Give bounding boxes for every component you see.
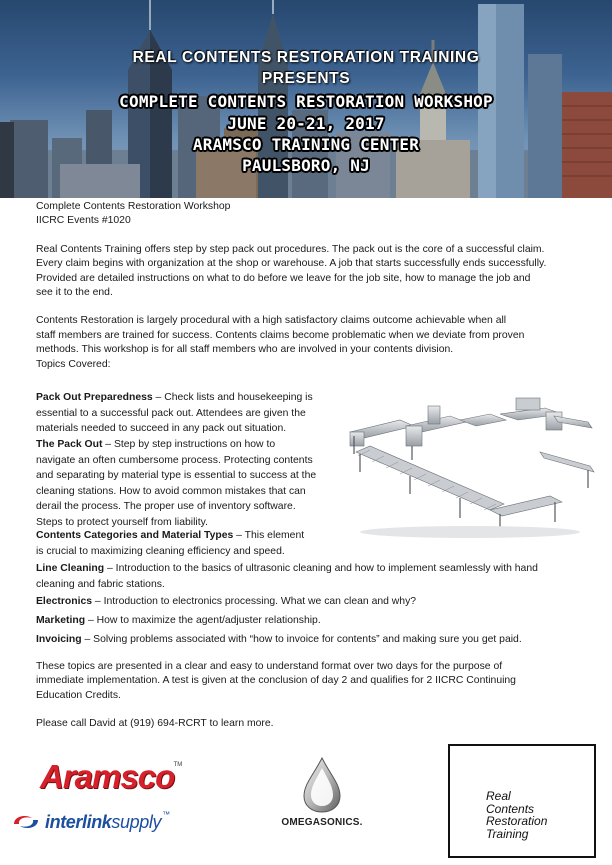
banner-presents: PRESENTS <box>261 70 351 87</box>
topic-pack-out-preparedness <box>36 390 332 437</box>
topic-invoicing <box>36 632 581 648</box>
text-line: – Solving problems associated with “how to invoice for contents” and making sure you get paid. <box>81 634 522 645</box>
text-line: cleaning stations. How to avoid common mistakes that can <box>36 485 306 497</box>
interlink-supply-logo <box>10 810 170 834</box>
water-drop-icon <box>300 756 344 814</box>
topic-the-pack-out <box>36 437 332 531</box>
text-line: These topics are presented in a clear and easy to understand format over two days for the purpose of <box>36 661 503 672</box>
topic-title: Invoicing <box>36 634 82 645</box>
topics-heading: Topics Covered: <box>36 358 111 370</box>
text-line: Every claim begins with organization at the shop or warehouse. A job that starts successfully ends successfully. <box>36 258 547 270</box>
intro-paragraph-2 <box>36 314 576 372</box>
text-line: Provided are detailed instructions on what to do before we leave for the job site, how to manage the job and <box>36 272 531 284</box>
text-line: staff members are trained for success. Contents claims become problematic when we deviate from proven <box>36 329 525 341</box>
text-line: Contents Restoration is largely procedural with a high satisfactory claims outcome achievable when all <box>36 315 507 327</box>
text-line: is crucial to maximizing cleaning efficiency and speed. <box>36 545 285 557</box>
topic-title: The Pack Out <box>36 439 103 450</box>
real-contents-restoration-training-logo <box>448 744 596 858</box>
text-line: – Introduction to electronics processing. What we can clean and why? <box>92 596 417 607</box>
header-banner <box>0 0 612 198</box>
text-line: essential to a successful pack out. Attendees are given the <box>36 407 306 419</box>
event-number: IICRC Events #1020 <box>36 215 131 227</box>
topic-title: Pack Out Preparedness <box>36 392 153 403</box>
topic-electronics <box>36 594 581 610</box>
text-line: – How to maximize the agent/adjuster relationship. <box>85 615 321 626</box>
topic-marketing <box>36 613 581 629</box>
text-line: – Check lists and housekeeping is <box>152 392 313 403</box>
logo-line: Training <box>486 826 529 841</box>
omegasonics-logo <box>272 756 372 828</box>
text-line: Steps to protect yourself from liability. <box>36 516 208 528</box>
banner-presenter: REAL CONTENTS RESTORATION TRAINING <box>132 49 480 66</box>
topic-line-cleaning <box>36 561 581 592</box>
topic-title: Electronics <box>36 596 93 607</box>
intro-paragraph-1 <box>36 243 576 301</box>
text-line: cleaning and fabric stations. <box>36 578 165 590</box>
topic-contents-categories <box>36 528 336 559</box>
banner-date: JUNE 20-21, 2017 <box>227 114 385 133</box>
banner-event-title: COMPLETE CONTENTS RESTORATION WORKSHOP <box>119 92 493 111</box>
text-line: navigate an often cumbersome process. Protecting contents <box>36 454 313 466</box>
banner-location: PAULSBORO, NJ <box>242 156 370 175</box>
aramsco-tm: TM <box>173 762 183 768</box>
aramsco-wordmark: Aramsco <box>40 758 175 795</box>
cleaning-line-equipment-image <box>340 392 602 542</box>
omegasonics-wordmark: OMEGASONICS. <box>281 817 363 828</box>
text-line: materials needed to succeed in any pack out situation. <box>36 423 287 435</box>
supply-wordmark: supply <box>111 811 162 832</box>
text-line: – Step by step instructions on how to <box>102 439 276 450</box>
text-line: – This element <box>233 530 305 541</box>
text-line: see it to the end. <box>36 287 113 299</box>
text-line: Education Credits. <box>36 689 121 701</box>
topic-title: Line Cleaning <box>36 563 105 574</box>
banner-venue: ARAMSCO TRAINING CENTER <box>192 135 420 154</box>
topic-title: Contents Categories and Material Types <box>36 530 234 541</box>
interlink-swirl-icon <box>10 810 42 834</box>
text-line: immediate implementation. A test is given at the conclusion of day 2 and qualifies for 2 IICRC Continuing <box>36 675 516 687</box>
closing-section <box>36 660 576 732</box>
logo-line: Contents <box>486 801 535 816</box>
text-line: and separating by material type is essential to success at the <box>36 470 317 482</box>
text-line: methods. This workshop is for all staff members who are involved in your contents division. <box>36 344 454 356</box>
interlink-wordmark: interlink <box>45 811 112 832</box>
workshop-title: Complete Contents Restoration Workshop <box>36 201 231 212</box>
logo-line: Real <box>486 789 511 803</box>
text-line: derail the process. The proper use of inventory software. <box>36 501 296 513</box>
intro-section <box>36 200 576 372</box>
interlink-tm: ™ <box>162 810 171 819</box>
text-line: Real Contents Training offers step by step pack out procedures. The pack out is the core of a successful claim. <box>36 243 545 255</box>
topic-title: Marketing <box>36 615 86 626</box>
contact-line: Please call David at (919) 694-RCRT to learn more. <box>36 718 274 730</box>
logo-line: Restoration <box>486 814 548 828</box>
aramsco-logo <box>40 758 183 796</box>
text-line: – Introduction to the basics of ultrasonic cleaning and how to implement seamlessly with hand <box>104 563 538 574</box>
